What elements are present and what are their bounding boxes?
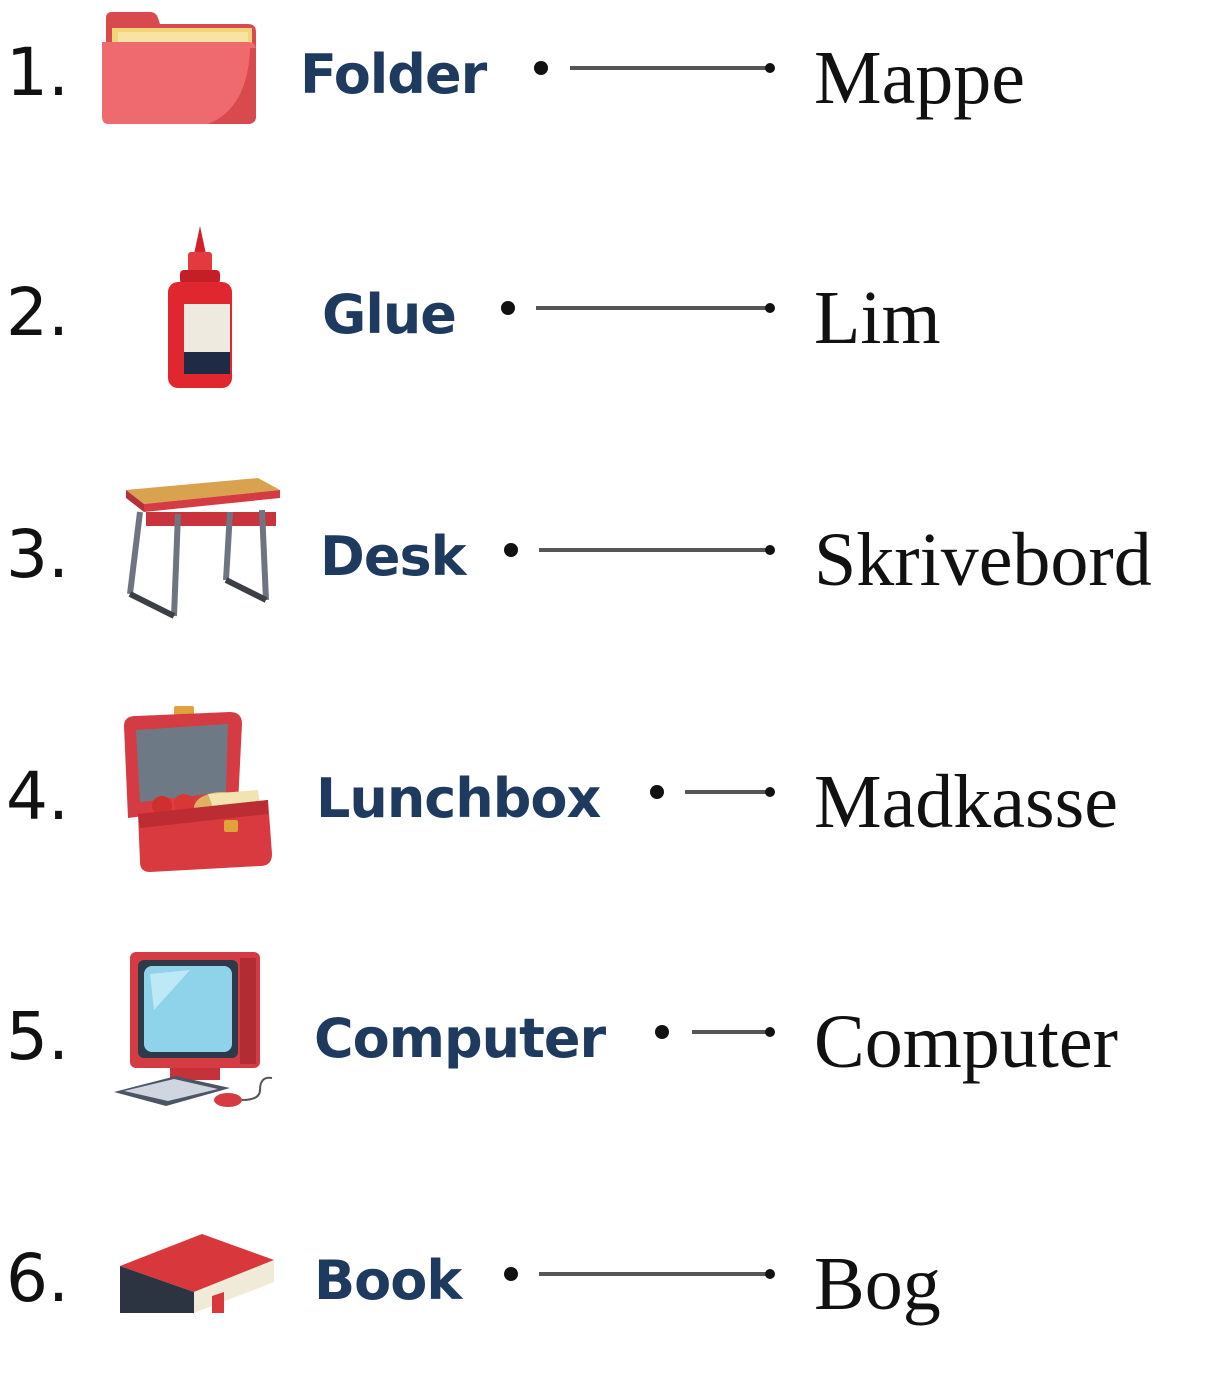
match-row-lunchbox [0, 746, 1207, 916]
item-number: 4. [6, 758, 69, 835]
connector-line [0, 1228, 1207, 1328]
connector-line [0, 262, 1207, 362]
match-row-computer [0, 986, 1207, 1156]
danish-word: Madkasse [814, 760, 1118, 844]
item-number: 5. [6, 998, 69, 1075]
english-word: Book [314, 1249, 462, 1312]
danish-word: Lim [814, 276, 941, 360]
english-word: Lunchbox [316, 767, 601, 830]
danish-word: Mappe [814, 36, 1026, 120]
match-row-glue [0, 262, 1207, 432]
danish-word: Skrivebord [814, 518, 1152, 602]
connector-line [0, 22, 1207, 122]
match-row-folder [0, 22, 1207, 192]
english-word: Glue [322, 283, 456, 346]
danish-word: Computer [814, 1000, 1118, 1084]
item-number: 6. [6, 1240, 69, 1317]
item-number: 3. [6, 516, 69, 593]
item-number: 1. [6, 34, 69, 111]
english-word: Folder [300, 43, 487, 106]
english-word: Computer [314, 1007, 606, 1070]
english-word: Desk [320, 525, 466, 588]
danish-word: Bog [814, 1242, 941, 1326]
item-number: 2. [6, 274, 69, 351]
match-row-book [0, 1228, 1207, 1398]
match-row-desk [0, 504, 1207, 674]
